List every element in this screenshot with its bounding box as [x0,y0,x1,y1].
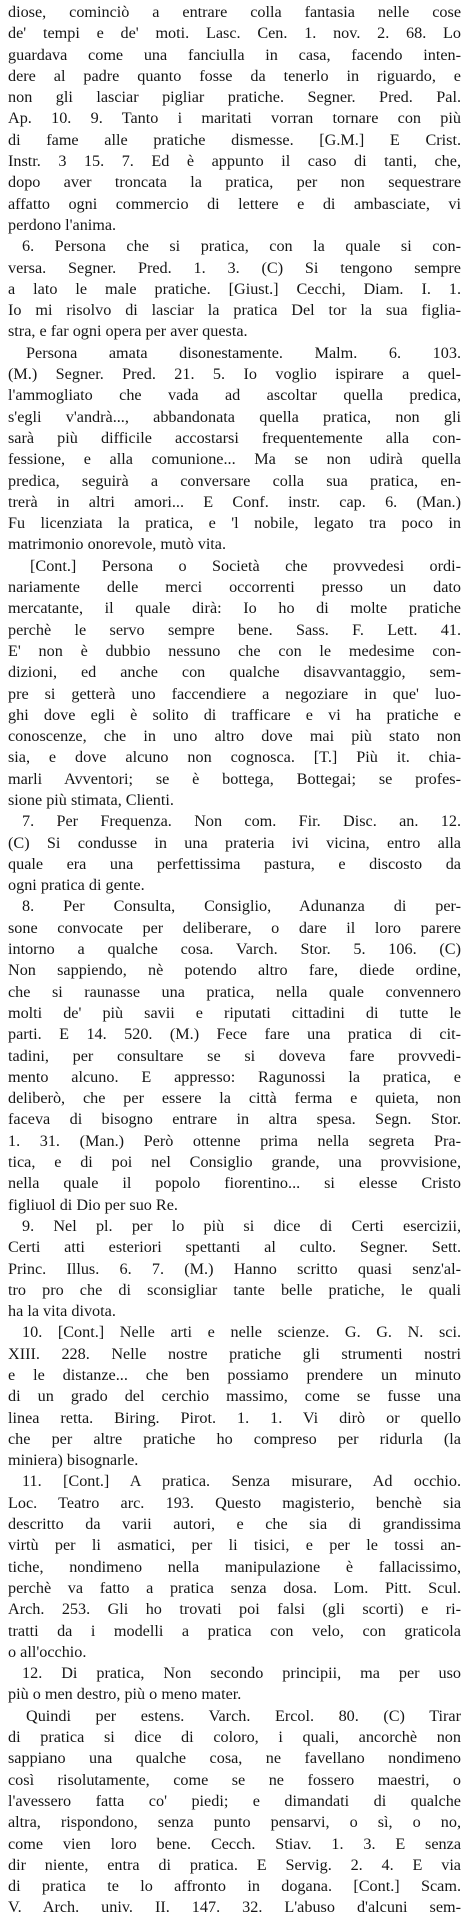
text-line: E' non è dubbio nessuno che con le medesime con- [8,641,461,660]
text-line: (C) Si condusse in una prateria ivi vicina, entro alla [8,833,461,852]
text-line: diose, cominciò a entrare colla fantasia nelle cose [8,3,461,21]
text-line: di fame alle pratiche dismesse. [G.M.] E Crist. [8,130,461,149]
text-line: di un grado del cerchio massimo, come se fusse una [8,1387,461,1406]
text-line: che per altre pratiche ho compreso per ridurla (la [8,1429,461,1448]
text-line: de' tempi e de' moti. Lasc. Cen. 1. nov. 2. 68. Lo [8,24,461,43]
text-line: Ap. 10. 9. Tanto i maritati vorran tornare con più [8,109,461,128]
text-line: predica, seguirà a conversare colla sua pratica, en- [8,471,461,490]
text-line: linea retta. Biring. Pirot. 1. 1. Vi dirò or quello [8,1408,461,1427]
text-line: 11. [Cont.] A pratica. Senza misurare, Ad occhio. [22,1472,461,1491]
text-line: Non sappiendo, nè potendo altro fare, diede ordine, [8,961,461,980]
text-line: virtù per li asmatici, per li tisici, e per le tossi an- [8,1536,461,1555]
text-line: pre si getterà uno faccendiere a negoziare in que' luo- [8,684,461,703]
text-line: di pratica si dice di coloro, i quali, ancorchè non [8,1728,461,1747]
text-line: dizioni, ed anche con qualche disavvantaggio, sem- [8,663,461,682]
text-line: che si raunasse una pratica, nella quale convennero [8,982,461,1001]
text-line: più o men destro, più o meno mater. [8,1685,242,1704]
text-line: parti. E 14. 520. (M.) Fece fare una pratica di cit- [8,1025,461,1044]
text-line: figliuol di Dio per suo Re. [8,1195,178,1214]
text-line: sarà più difficile accostarsi frequentemente alla con- [8,428,461,447]
text-line: perdono l'anima. [8,215,117,234]
text-line: 8. Per Consulta, Consiglio, Adunanza di per- [22,897,461,916]
text-line: faceva di bisogno entrare in altra spesa. Segn. Stor. [8,1110,461,1129]
text-line: miniera) bisognarle. [8,1451,139,1470]
text-line: fessione, e alla comunione... Ma se non udirà quella [8,450,461,469]
text-line: ha la vita divota. [8,1302,116,1321]
text-line: a lato le male pratiche. [Giust.] Cecchi, Diam. I. 1. [8,279,461,298]
text-line: Fu licenziata la pratica, e 'l nobile, legato tra poco in [8,514,461,533]
text-line: Io mi risolvo di lasciar la pratica Del tor la sua figlia- [8,301,461,320]
text-line: o all'occhio. [8,1642,87,1661]
text-line: Instr. 3 15. 7. Ed è appunto il caso di tanti, che, [8,152,461,171]
text-line: Persona amata disonestamente. Malm. 6. 103. [26,343,461,362]
text-line: tiche, nondimeno nella manipulazione è fallacissimo, [8,1557,461,1576]
text-line: 7. Per Frequenza. Non com. Fir. Disc. an. 12. [22,812,461,831]
text-line: come vien loro bene. Cecch. Stiav. 1. 3. E senza [8,1834,461,1853]
text-line: l'ammogliato che vada ad ascoltar quella predica, [8,386,461,405]
text-line: tica, e di poi nel Consiglio grande, una provvisione, [8,1153,461,1172]
text-line: Certi atti esteriori spettanti al culto. Segner. Sett. [8,1238,461,1257]
text-line: 1. 31. (Man.) Però ottenne prima nella segreta Pra- [8,1131,461,1150]
text-line: conoscenze, che in uno altro dove mai più stato non [8,727,461,746]
text-line: sione più stimata, Clienti. [8,790,174,809]
text-line: sia, e dove alcuno non cognosca. [T.] Più it. chia- [8,748,461,767]
text-line: ghi dove egli è solito di trafficare e vi ha pratiche e [8,705,461,724]
text-line: perchè va fatto a pratica senza dosa. Lom. Pitt. Scul. [8,1578,461,1597]
text-line: quale era una perfettissima pastura, e discosto da [8,854,461,873]
text-line: tadini, per consultare se si doveva fare provvedi- [8,1046,461,1065]
text-line: molti de' più savii e riputati cittadini di tutte le [8,1003,461,1022]
text-line: stra, e far ogni opera per aver questa. [8,322,248,341]
text-line: Arch. 253. Gli ho trovati poi falsi (gli scorti) e ri- [8,1600,461,1619]
text-line: mento alcuno. E appresso: Ragunossi la pratica, e [8,1067,461,1086]
text-line: deliberò, che per essere la città ferma e quieta, non [8,1089,461,1108]
text-line: ogni pratica di gente. [8,876,145,895]
text-line: non gli lasciar pigliar pratiche. Segner. Pred. Pal. [8,88,461,107]
text-line: nariamente delle merci occorrenti presso un dato [8,578,461,597]
text-line: e le distanze... che ben possiamo prendere un minuto [8,1366,461,1384]
text-line: Loc. Teatro arc. 193. Questo magisterio, benchè sia [8,1493,461,1512]
text-line: sone convocate per deliberare, o dare il loro parere [8,918,461,937]
text-line: mercatante, il quale dirà: Io ho di molte pratiche [8,599,461,618]
text-line: intorno a qualche cosa. Varch. Stor. 5. 106. (C) [8,940,461,959]
text-line: XIII. 228. Nelle nostre pratiche gli strumenti nostri [8,1344,461,1363]
text-line: affatto ogni commercio di lettere e di ambasciate, vi [8,194,461,213]
text-line: (M.) Segner. Pred. 21. 5. Io voglio ispirare a quel- [8,365,461,384]
text-line: V. Arch. univ. II. 147. 32. L'abuso d'alcuni sem- [8,1898,461,1917]
text-line: di pratica te lo affronto in dogana. [Cont.] Scam. [8,1877,461,1896]
text-line: tro pro che di sconsigliar tante belle pratiche, le quali [8,1280,461,1299]
text-line: Princ. Illus. 6. 7. (M.) Hanno scritto quasi senz'al- [8,1259,461,1278]
text-line: matrimonio onorevole, mutò vita. [8,535,227,554]
text-line: 9. Nel pl. per lo più si dice di Certi esercizii, [22,1216,461,1235]
text-line: guardava come una fanciulla in casa, facendo inten- [8,45,461,64]
text-line: 6. Persona che si pratica, con la quale si con- [22,237,461,256]
text-line: descritto da varii autori, e che sia di grandissima [8,1515,461,1534]
text-line: Quindi per estens. Varch. Ercol. 80. (C) Tirar [26,1706,461,1725]
text-line: s'egli v'andrà..., abbandonata quella pratica, non gli [8,407,461,426]
text-line: dopo aver troncata la pratica, per non sequestrare [8,173,461,192]
text-line: altra, rispondono, senza punto pensarvi, o sì, o no, [8,1813,461,1832]
text-line: così risolutamente, come se ne fossero maestri, o [8,1770,461,1789]
text-line: dere al padre quanto fosse da tenerlo in riguardo, e [8,66,461,85]
text-line: tratti da i modelli a pratica con velo, con graticola [8,1621,461,1640]
text-line: dir niente, entra di pratica. E Servig. 2. 4. E via [8,1855,461,1874]
text-line: l'avessero fatta co' piedi; e dimandati di qualche [8,1791,461,1810]
text-line: nella quale il popolo fiorentino... si elesse Cristo [8,1174,461,1193]
text-line: perchè le servo sempre bene. Sass. F. Lett. 41. [8,620,461,639]
text-line: trerà in altri amori... E Conf. instr. cap. 6. (Man.) [8,492,461,511]
text-line: marli Avventori; se è bottega, Bottegai; se profes- [8,769,461,788]
text-line: 12. Di pratica, Non secondo principii, ma per uso [22,1664,461,1683]
text-line: 10. [Cont.] Nelle arti e nelle scienze. G. G. N. sci. [22,1323,461,1342]
text-line: versa. Segner. Pred. 1. 3. (C) Si tengono sempre [8,258,461,277]
text-line: sappiano una qualche cosa, ne favellano nondimeno [8,1749,461,1768]
text-line: [Cont.] Persona o Società che provvedesi ordi- [30,556,461,575]
